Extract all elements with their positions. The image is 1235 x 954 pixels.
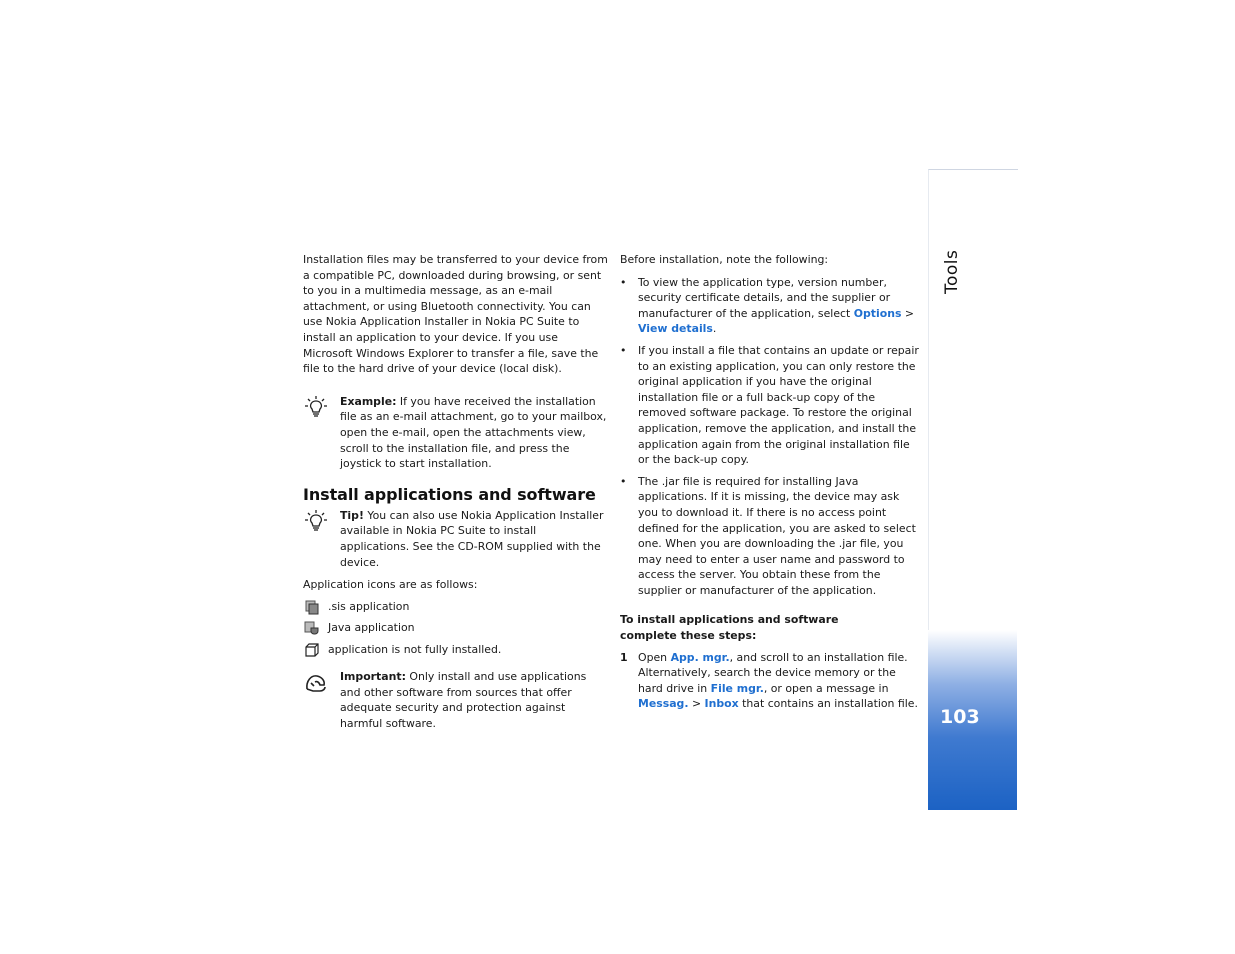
step-1 [620,650,920,712]
icon-label-incomplete: application is not fully installed. [328,642,502,656]
step-text: that contains an installation file. [738,697,918,711]
step-text: , or open a message in [763,681,889,695]
important-note [303,669,608,731]
important-text: Only install and use applications and other software from sources that offer adequate security and protection against harmful software. [340,670,587,730]
icon-row-sis [303,599,608,621]
view-details-link[interactable]: View details [638,322,713,336]
right-column [620,252,920,712]
tip-text: You can also use Nokia Application Installer available in Nokia PC Suite to install applications. See the CD-ROM supplied with the device. [340,508,604,569]
icon-label-java: Java application [328,621,415,635]
icons-intro: Application icons are as follows: [303,578,478,592]
bullet-text: To view the application type, version number, security certificate details, and the supplier or manufacturer of the application, select [638,275,891,320]
example-note [303,394,608,472]
icon-label-sis: .sis application [328,599,410,613]
section-heading: Install applications and software [303,484,596,504]
lightbulb-icon [303,394,329,420]
left-column [303,252,608,732]
messag-link[interactable]: Messag. [638,697,689,711]
important-hand-icon [303,669,329,695]
notes-list [620,275,920,599]
menu-separator: > [688,697,705,711]
icon-row-java [303,620,608,642]
options-link[interactable]: Options [853,306,902,320]
lightbulb-icon [303,508,329,534]
app-mgr-link[interactable]: App. mgr. [670,650,730,664]
page-number: 103 [940,706,980,728]
step-text: , and scroll to an installation file. Alternatively, search the device memory or the hard drive in [638,650,908,695]
step-text: Open [638,650,671,664]
list-item [620,275,920,337]
menu-separator: > [901,306,915,320]
sis-app-icon [303,598,321,616]
step-number: 1 [620,650,628,664]
steps-heading: To install applications and software complete these steps: [620,613,839,643]
incomplete-install-icon [303,641,321,659]
tip-label: Tip! [340,508,364,522]
bullet-text: The .jar file is required for installing Java applications. If it is missing, the device may ask you to download it. If there is no access point defined for the application, you are asked to select one. When you are downloading the .jar file, you may need to enter a user name and password to access the server. You obtain these from the supplier or manufacturer of the application. [638,474,916,597]
file-mgr-link[interactable]: File mgr. [710,681,764,695]
list-item [620,474,920,599]
section-label: Tools [942,249,962,294]
before-installation-intro: Before installation, note the following: [620,253,829,266]
bullet-end: . [712,322,717,336]
intro-paragraph: Installation files may be transferred to your device from a compatible PC, downloaded during browsing, or sent to you in a multimedia message, as an e-mail attachment, or using Bluetooth connectivity. You can use Nokia Application Installer in Nokia PC Suite to install an application to your device. If you use Microsoft Windows Explorer to transfer a file, save the file to the hard drive of your device (local disk). [303,253,608,376]
inbox-link[interactable]: Inbox [704,697,739,711]
important-label: Important: [340,670,406,684]
tip-note [303,508,608,570]
java-app-icon [303,619,321,637]
sidebar-panel [928,169,1018,640]
icon-row-incomplete [303,642,608,664]
example-text: If you have received the installation file as an e-mail attachment, go to your mailbox, open the e-mail, open the attachments view, scroll to the installation file, and press the joystick to start installation. [340,394,607,471]
example-label: Example: [340,394,397,408]
list-item [620,343,920,468]
bullet-text: If you install a file that contains an update or repair to an existing application, you can only restore the original application if you have the original installation file or a full back-up copy of the removed software package. To restore the original application, remove the application, and install the application again from the original installation file or the back-up copy. [638,343,919,467]
